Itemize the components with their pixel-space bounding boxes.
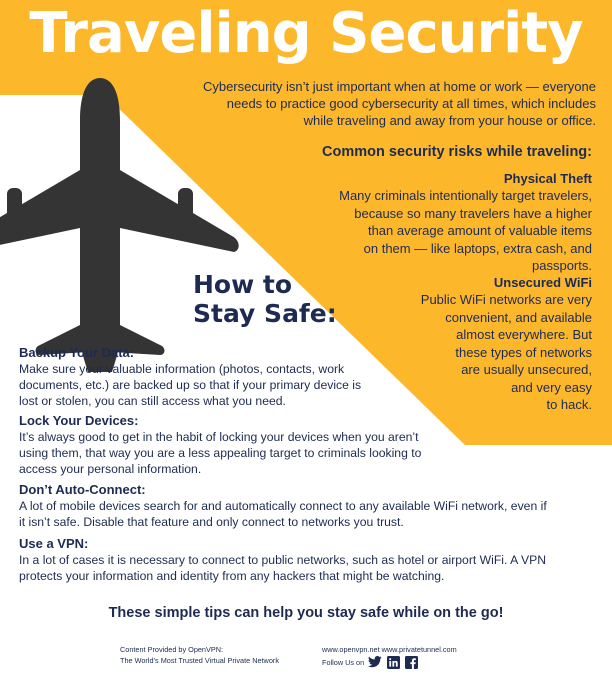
risk-title-unsecured-wifi: Unsecured WiFi bbox=[493, 275, 592, 290]
risk-text-unsecured-wifi bbox=[392, 291, 592, 414]
tip-title-auto-connect: Don’t Auto-Connect: bbox=[19, 482, 146, 497]
tip-text-vpn: In a lot of cases it is necessary to connect to public networks, such as hotel or airport WiFi. A VPN protects your information and identity from any hackers that might be watching. bbox=[19, 553, 547, 583]
footer-provided-by: Content Provided by OpenVPN: bbox=[120, 645, 224, 654]
closing-message: These simple tips can help you stay safe while on the go! bbox=[108, 605, 504, 621]
tip-title-backup: Backup Your Data: bbox=[19, 345, 135, 360]
tip-text-auto-connect: A lot of mobile devices search for and automatically connect to any available WiFi network, even if it isn’t safe. Disable that feature and only connect to networks you trust. bbox=[19, 499, 547, 529]
page-title: Traveling Security bbox=[29, 1, 583, 66]
risks-heading: Common security risks while traveling: bbox=[322, 144, 592, 160]
howto-line: How to bbox=[193, 270, 293, 299]
risk-text-physical-theft bbox=[282, 187, 592, 275]
risk-line: Many criminals intentionally target travelers, bbox=[339, 188, 592, 203]
risk-line: almost everywhere. But bbox=[456, 327, 592, 342]
footer-websites[interactable]: www.openvpn.net www.privatetunnel.com bbox=[322, 645, 457, 654]
risk-title-physical-theft: Physical Theft bbox=[503, 171, 592, 186]
footer-links bbox=[322, 644, 457, 669]
intro-text: Cybersecurity isn’t just important when at home or work — everyone needs to practice good cybersecurity at all times, which includes while traveling and away from your house or office. bbox=[202, 79, 596, 128]
risk-line: passports. bbox=[532, 258, 592, 273]
risk-line: these types of networks bbox=[455, 344, 592, 360]
risk-line: on them — like laptops, extra cash, and bbox=[363, 240, 592, 256]
footer-credits bbox=[120, 644, 279, 666]
risk-line: to hack. bbox=[546, 397, 592, 412]
risk-line: convenient, and available bbox=[445, 309, 592, 325]
footer-tagline: The World’s Most Trusted Virtual Private Network bbox=[120, 656, 279, 665]
linkedin-icon[interactable] bbox=[386, 655, 400, 669]
risk-line: and very easy bbox=[511, 379, 592, 395]
follow-row bbox=[322, 655, 457, 669]
tip-title-lock-devices: Lock Your Devices: bbox=[19, 413, 139, 428]
twitter-icon[interactable] bbox=[368, 655, 382, 669]
risk-line: than average amount of valuable items bbox=[367, 223, 592, 238]
follow-us-label: Follow Us on bbox=[322, 657, 365, 667]
tip-text-lock-devices: It’s always good to get in the habit of locking your devices when you aren’t using them, that way you are a less appealing target to criminals looking to access your personal information. bbox=[19, 430, 422, 476]
facebook-icon[interactable] bbox=[404, 655, 418, 669]
tip-title-vpn: Use a VPN: bbox=[19, 536, 89, 551]
how-to-stay-safe-heading bbox=[193, 270, 353, 328]
tip-text-backup: Make sure your valuable information (photos, contacts, work documents, etc.) are backed up so that if your primary device is lost or stolen, you can still access what you need. bbox=[19, 362, 362, 408]
risk-line: Public WiFi networks are very bbox=[420, 292, 592, 307]
howto-line: Stay Safe: bbox=[193, 299, 337, 328]
risk-line: are usually unsecured, bbox=[461, 362, 592, 377]
risk-line: because so many travelers have a higher bbox=[354, 205, 592, 221]
